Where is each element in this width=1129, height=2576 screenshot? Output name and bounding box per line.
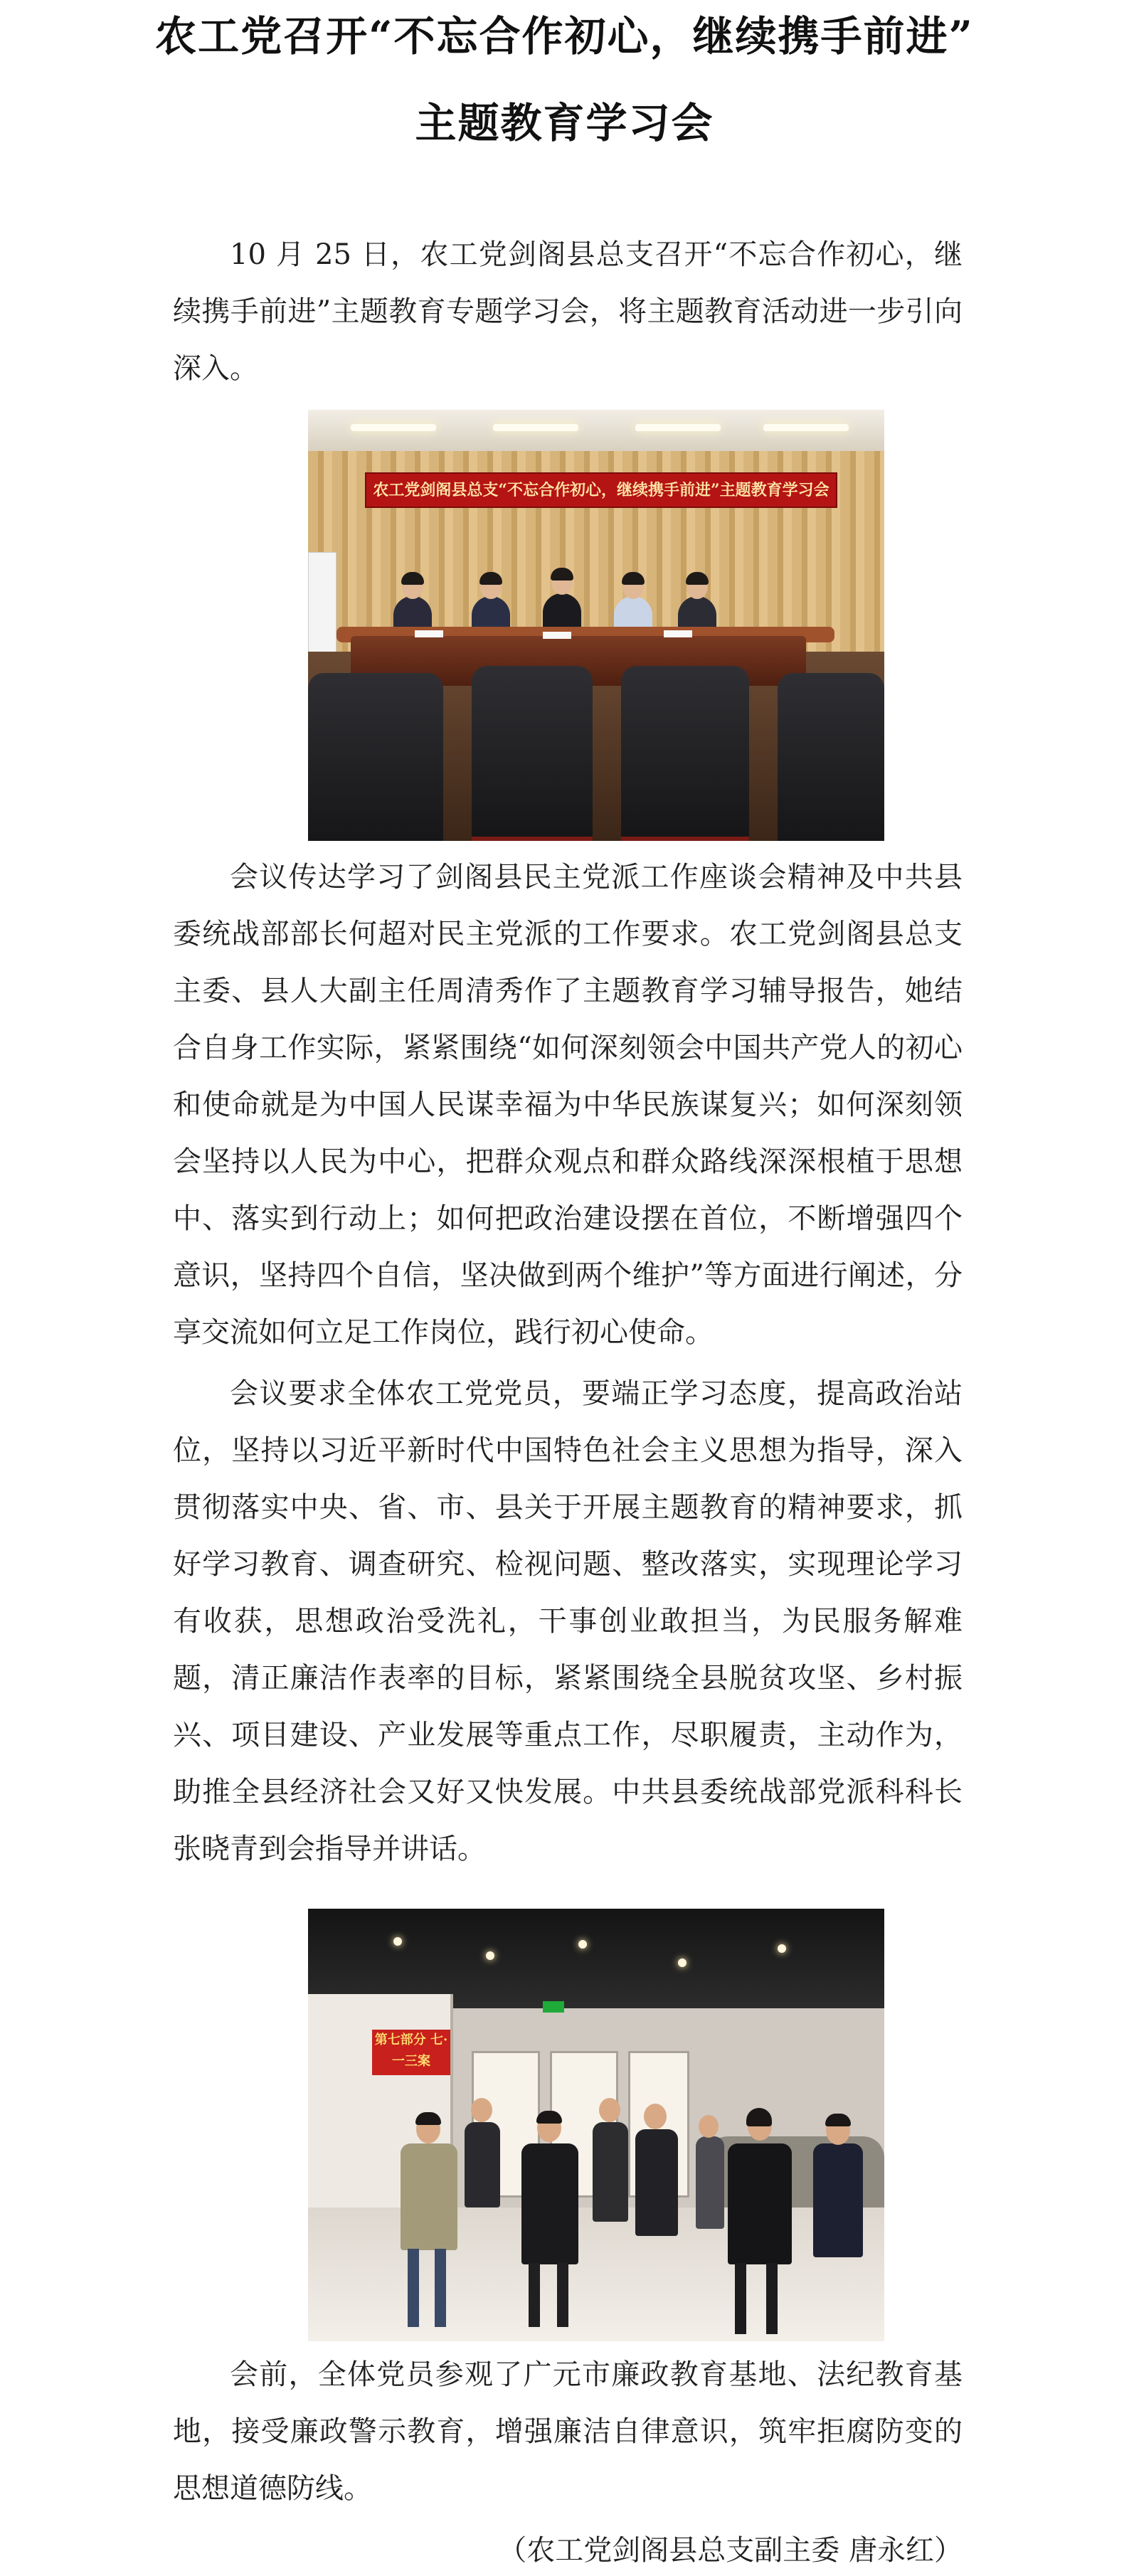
visitor-leg [529,2263,540,2327]
visitor-leg [557,2263,568,2327]
attendee-hair [622,572,645,585]
visitor [635,2129,678,2236]
visitor [696,2136,724,2229]
exhibition-photo [308,1909,884,2341]
chair [621,666,749,841]
paragraph-meeting-content: 会议传达学习了剑阁县民主党派工作座谈会精神及中共县委统战部部长何超对民主党派的工作要求。农工党剑阁县总支主委、县人大副主任周清秀作了主题教育学习辅导报告，她结合自身工作实际，紧紧围绕“如何深刻领会中国共产党人的初心和使命就是为中国人民谋幸福为中华民族谋复兴；如何深刻领会坚持以人民为中心，把群众观点和群众路线深深根植于思想中、落实到行动上；如何把政治建设摆在首位，不断增强四个意识，坚持四个自信，坚决做到两个维护”等方面进行阐述，分享交流如何立足工作岗位，践行初心使命。 [173,861,963,1349]
visitor [593,2122,628,2222]
exhibit-section-sign: 第七部分 七·一三案 [372,2030,450,2075]
paragraph-visit: 会前，全体党员参观了广元市廉政教育基地、法纪教育基地，接受廉政警示教育，增强廉洁自律意识，筑牢拒腐防变的思想道德防线。 [173,2358,963,2505]
visitor [465,2122,500,2207]
chair [472,666,593,841]
attendee-hair [401,572,424,585]
visitor-hair [536,2111,562,2124]
author-signature: （农工党剑阁县总支副主委 唐永红） [498,2534,963,2567]
visitor-leg [408,2249,419,2327]
visitor-leg [435,2249,446,2327]
visitor-leg [766,2263,778,2334]
visitor [401,2143,457,2250]
visitor-head [471,2098,492,2122]
attendee-hair [686,572,709,585]
papers [415,630,443,637]
papers [664,630,692,637]
papers [543,632,571,639]
air-conditioner [308,552,336,660]
chair [778,673,884,841]
visitor-head [599,2098,620,2122]
visitor [728,2143,792,2264]
exhibition-floor [308,2207,884,2341]
visitor-hair [825,2114,851,2126]
article-title-line-1: 农工党召开“不忘合作初心，继续携手前进” [155,12,974,60]
article-title-line-2: 主题教育学习会 [415,99,714,147]
visitor [813,2143,863,2257]
visitor-leg [735,2263,746,2334]
ceiling [308,410,884,451]
chair [308,673,443,841]
attendee-hair [551,568,573,581]
attendee-hair [479,572,502,585]
paragraph-intro: 10 月 25 日，农工党剑阁县总支召开“不忘合作初心，继续携手前进”主题教育专题学习会，将主题教育活动进一步引向深入。 [173,238,963,385]
visitor [521,2143,578,2264]
visitor-head [699,2115,719,2138]
exhibition-ceiling [308,1909,884,2008]
meeting-banner: 农工党剑阁县总支“不忘合作初心，继续携手前进”主题教育学习会 [365,472,837,508]
meeting-photo [308,410,884,841]
paragraph-meeting-requirements: 会议要求全体农工党党员，要端正学习态度，提高政治站位，坚持以习近平新时代中国特色社会主义思想为指导，深入贯彻落实中央、省、市、县关于开展主题教育的精神要求，抓好学习教育、调查研究、检视问题、整改落实，实现理论学习有收获，思想政治受洗礼，干事创业敢担当，为民服务解难题，清正廉洁作表率的目标，紧紧围绕全县脱贫攻坚、乡村振兴、项目建设、产业发展等重点工作，尽职履责，主动作为，助推全县经济社会又好又快发展。中共县委统战部党派科科长张晓青到会指导并讲话。 [173,1377,963,1865]
visitor-hair [415,2112,441,2125]
visitor-head [644,2104,667,2129]
visitor-hair [746,2108,772,2126]
exit-sign [543,2001,564,2013]
